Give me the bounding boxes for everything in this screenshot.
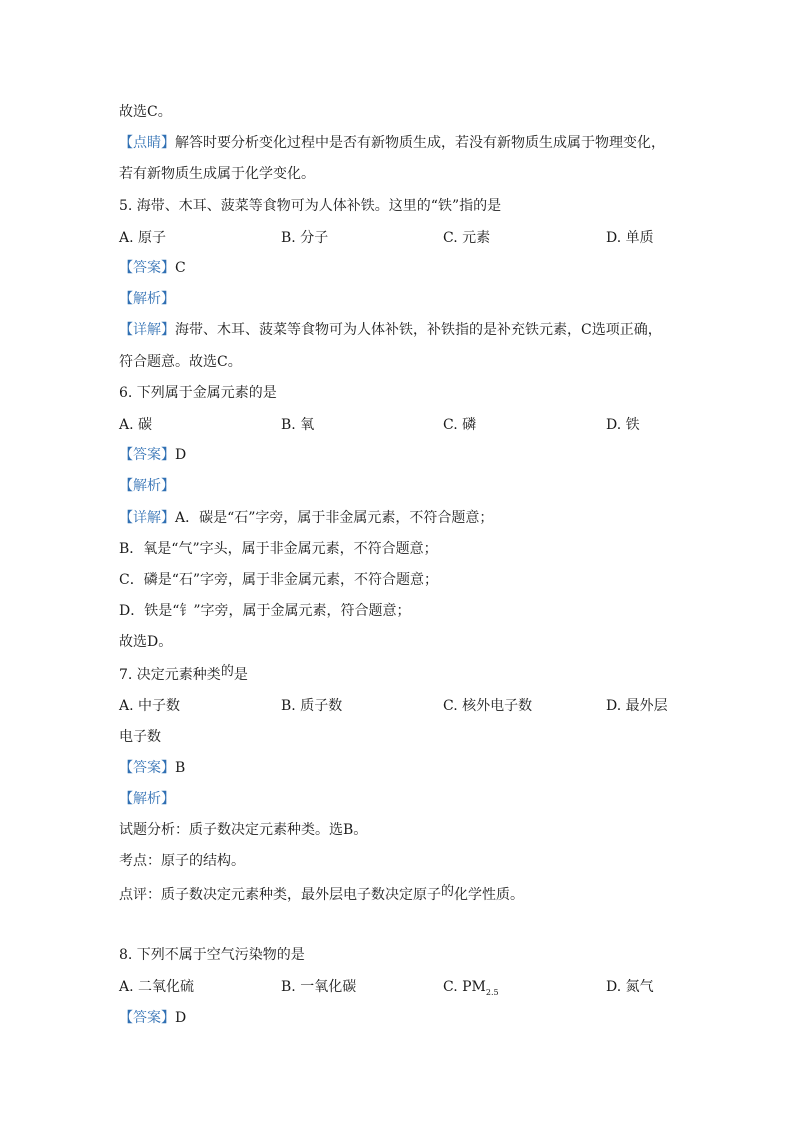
q6-analysis-tag: 【解析】 (119, 478, 175, 494)
q6-conclusion: 故选D。 (119, 634, 173, 650)
q8-option-c (443, 977, 499, 999)
q6-answer (119, 445, 186, 465)
conclusion-line: 故选C。 (119, 104, 172, 120)
q5-option-d: D. 单质 (606, 230, 654, 246)
q5-option-b: B. 分子 (281, 230, 329, 246)
detail-tag: 【详解】 (119, 510, 175, 526)
q6-detail-a (119, 508, 493, 528)
q5-option-a: A. 原子 (119, 230, 167, 246)
q5-analysis-tag: 【解析】 (119, 291, 175, 307)
q7-review-a: 点评：质子数决定元素种类，最外层电子数决定原子 (119, 887, 441, 903)
q6-detail-b: B．氧是“气”字头，属于非金属元素，不符合题意； (119, 541, 438, 557)
answer-value: D (175, 1010, 187, 1026)
q6-stem: 6. 下列属于金属元素的是 (119, 385, 277, 401)
q7-option-c: C. 核外电子数 (443, 698, 533, 714)
q7-review-b: 化学性质。 (454, 887, 525, 903)
q7-option-d: D. 最外层 (606, 698, 668, 714)
q7-stem-b: 是 (233, 667, 248, 683)
q6-detail-d: D．铁是“钅”字旁，属于金属元素，符合题意； (119, 603, 411, 619)
q6-option-a: A. 碳 (119, 417, 153, 433)
q8-option-d: D. 氮气 (606, 979, 654, 995)
answer-tag: 【答案】 (119, 760, 175, 776)
q7-option-a: A. 中子数 (119, 698, 181, 714)
q7-stem-a: 7. 决定元素种类 (119, 667, 221, 683)
answer-value: B (175, 760, 186, 776)
tip-line-1 (119, 133, 665, 153)
detail-text: 海带、木耳、菠菜等食物可为人体补铁，补铁指的是补充铁元素，C选项正确， (175, 322, 662, 338)
q5-stem: 5. 海带、木耳、菠菜等食物可为人体补铁。这里的“铁”指的是 (119, 198, 502, 214)
q7-stem-sup: 的 (220, 664, 234, 679)
q6-option-c: C. 磷 (443, 417, 477, 433)
q8-answer (119, 1008, 186, 1028)
q7-review-sup: 的 (441, 884, 455, 899)
q7-analysis-tag: 【解析】 (119, 791, 175, 807)
tip-tag: 【点睛】 (119, 135, 175, 151)
q6-option-b: B. 氧 (281, 417, 315, 433)
detail-text: A．碳是“石”字旁，属于非金属元素，不符合题意； (175, 510, 494, 526)
q7-option-wrap: 电子数 (119, 729, 161, 745)
tip-line-2: 若有新物质生成属于化学变化。 (119, 166, 315, 182)
detail-tag: 【详解】 (119, 322, 175, 338)
q8-stem: 8. 下列不属于空气污染物的是 (119, 947, 305, 963)
answer-tag: 【答案】 (119, 260, 175, 276)
q8-option-c-sub: 2.5 (485, 988, 499, 997)
q6-option-d: D. 铁 (606, 417, 640, 433)
q6-detail-c: C．磷是“石”字旁，属于非金属元素，不符合题意； (119, 572, 439, 588)
q8-option-b: B. 一氧化碳 (281, 979, 357, 995)
q5-detail-2: 符合题意。故选C。 (119, 354, 242, 370)
answer-tag: 【答案】 (119, 447, 175, 463)
q8-option-c-text: C. PM (443, 979, 486, 995)
q5-detail-1 (119, 320, 662, 340)
answer-tag: 【答案】 (119, 1010, 175, 1026)
q5-answer (119, 258, 186, 278)
q7-stem (119, 665, 248, 686)
q8-option-a: A. 二氧化硫 (119, 979, 195, 995)
q7-answer (119, 758, 185, 778)
answer-value: D (175, 447, 187, 463)
tip-text-1: 解答时要分析变化过程中是否有新物质生成，若没有新物质生成属于物理变化， (175, 135, 665, 151)
q5-option-c: C. 元素 (443, 230, 491, 246)
q7-review (119, 885, 524, 906)
q7-analysis-2: 考点：原子的结构。 (119, 853, 245, 869)
answer-value: C (175, 260, 186, 276)
q7-option-b: B. 质子数 (281, 698, 343, 714)
q7-analysis-1: 试题分析：质子数决定元素种类。选B。 (119, 822, 368, 838)
